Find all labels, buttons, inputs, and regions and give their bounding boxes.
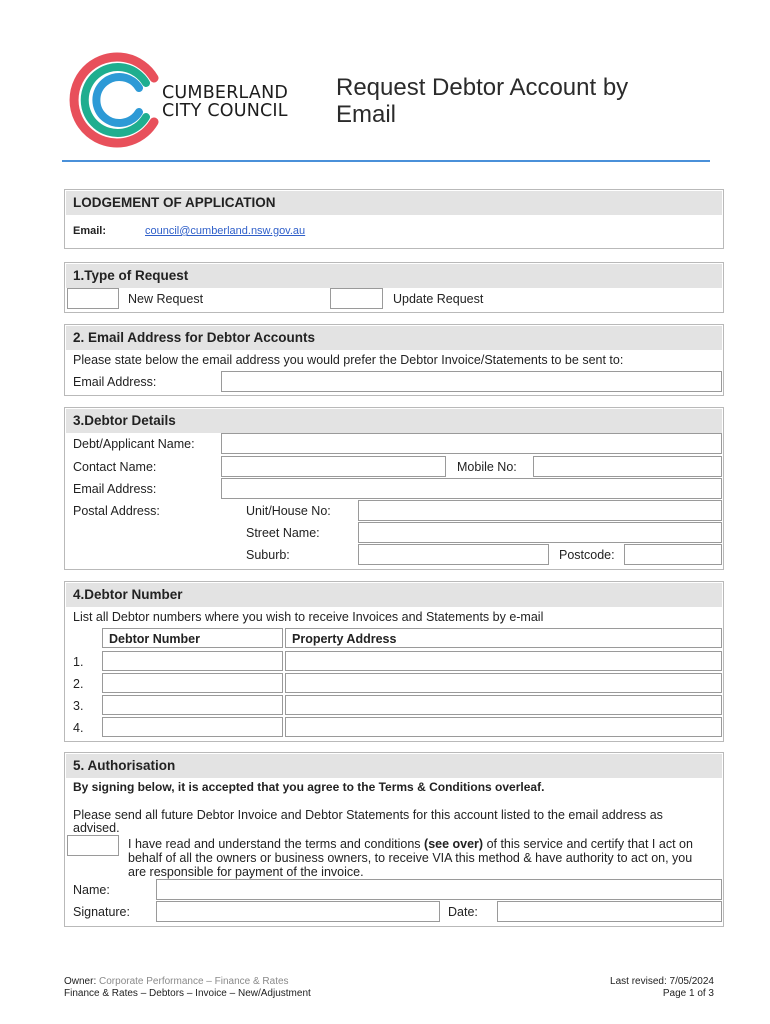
debtor-email-address-input[interactable] [221,478,722,499]
type-of-request-section [64,262,724,313]
authorisation-para-line1: Please send all future Debtor Invoice and Debtor Statements for this account listed to the email address as [73,808,663,822]
auth-name-input[interactable] [156,879,722,900]
row-3-label: 3. [73,699,84,713]
row-1-debtor-input[interactable] [102,651,283,671]
logo-line2: CITY COUNCIL [162,101,288,121]
row-1-property-input[interactable] [285,651,722,671]
debtor-number-heading: 4.Debtor Number [66,583,722,607]
council-logo-text [162,84,288,120]
cert-pre: I have read and understand the terms and conditions [128,837,425,851]
page-title [336,74,628,128]
suburb-input[interactable] [358,544,549,565]
email-section-heading: 2. Email Address for Debtor Accounts [66,326,722,350]
cert-line3: are responsible for payment of the invoice. [128,865,364,879]
row-4-property-input[interactable] [285,717,722,737]
cert-line1 [128,837,693,851]
footer-owner [64,976,311,988]
col-property-address [285,628,722,648]
mobile-label: Mobile No: [457,460,517,474]
row-4-debtor-input[interactable] [102,717,283,737]
col-property-address-label: Property Address [292,632,397,646]
row-4-label: 4. [73,721,84,735]
debtor-number-section [64,581,724,742]
contact-name-label: Contact Name: [73,460,157,474]
new-request-checkbox[interactable] [67,288,119,309]
council-logo-icon [66,50,166,150]
footer-page: Page 1 of 3 [662,988,714,999]
row-3-property-input[interactable] [285,695,722,715]
col-debtor-number [102,628,283,648]
unit-label: Unit/House No: [246,504,331,518]
signature-input[interactable] [156,901,440,922]
update-request-label: Update Request [393,292,484,306]
cert-post: of this service and certify that I act on [483,837,693,851]
auth-name-label: Name: [73,883,110,897]
debtor-number-instruction: List all Debtor numbers where you wish to receive Invoices and Statements by e-mail [73,610,544,624]
authorisation-statement: By signing below, it is accepted that you agree to the Terms & Conditions overleaf. [73,780,545,794]
signature-label: Signature: [73,905,130,919]
footer-revised: Last revised: 7/05/2024 [610,976,714,987]
authorisation-section [64,752,724,927]
row-2-debtor-input[interactable] [102,673,283,693]
debtor-email-address-label: Email Address: [73,482,157,496]
title-line1: Request Debtor Account by [336,74,629,101]
title-divider [62,160,710,162]
col-debtor-number-label: Debtor Number [109,632,200,646]
debtor-email-input[interactable] [221,371,722,392]
logo-line1: CUMBERLAND [162,83,289,103]
footer-owner-value: Corporate Performance – Finance & Rates [99,976,289,987]
type-of-request-heading: 1.Type of Request [66,264,722,288]
footer-path: Finance & Rates – Debtors – Invoice – New/Adjustment [64,988,311,999]
lodgement-email-label: Email: [73,225,107,237]
update-request-checkbox[interactable] [330,288,383,309]
email-address-section [64,324,724,396]
debtor-details-section [64,407,724,570]
postal-address-label: Postal Address: [73,504,160,518]
row-2-label: 2. [73,677,84,691]
footer-owner-label: Owner: [64,976,97,987]
row-3-debtor-input[interactable] [102,695,283,715]
row-2-property-input[interactable] [285,673,722,693]
title-line2: Email [336,101,397,128]
mobile-input[interactable] [533,456,722,477]
debtor-email-label: Email Address: [73,375,157,389]
applicant-name-input[interactable] [221,433,722,454]
contact-name-input[interactable] [221,456,446,477]
footer-right [610,976,714,1000]
postcode-label: Postcode: [559,548,615,562]
postcode-input[interactable] [624,544,722,565]
see-over-text: (see over) [424,837,484,851]
new-request-label: New Request [128,292,204,306]
street-label: Street Name: [246,526,320,540]
suburb-label: Suburb: [246,548,290,562]
row-1-label: 1. [73,655,84,669]
lodgement-heading: LODGEMENT OF APPLICATION [66,191,722,215]
terms-agree-checkbox[interactable] [67,835,119,856]
street-input[interactable] [358,522,722,543]
footer-left [64,976,311,1000]
date-label: Date: [448,905,478,919]
applicant-name-label: Debt/Applicant Name: [73,437,195,451]
unit-input[interactable] [358,500,722,521]
date-input[interactable] [497,901,722,922]
authorisation-heading: 5. Authorisation [66,754,722,778]
authorisation-para-line2: advised. [73,821,120,835]
debtor-details-heading: 3.Debtor Details [66,409,722,433]
cert-line2: behalf of all the owners or business owners, to receive VIA this method & have authority to act on, you [128,851,693,865]
email-section-instruction: Please state below the email address you would prefer the Debtor Invoice/Statements to be sent to: [73,353,624,367]
council-email-link[interactable]: council@cumberland.nsw.gov.au [145,225,306,237]
lodgement-section [64,189,724,249]
